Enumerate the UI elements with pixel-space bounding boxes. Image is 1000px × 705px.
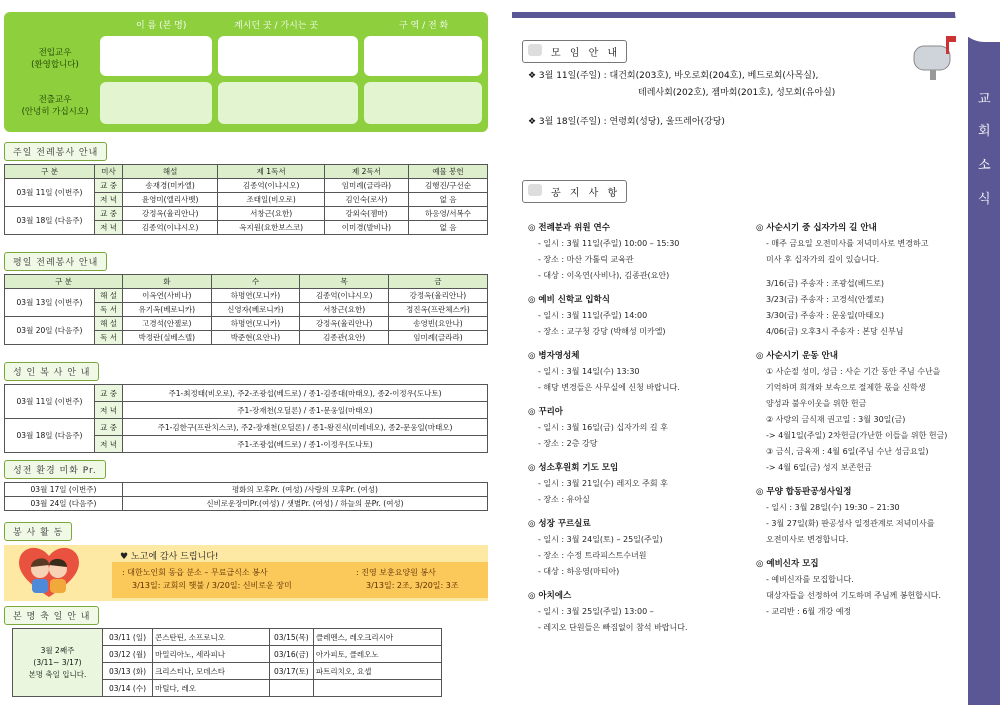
patron-names: 클레멘스, 레오크리시아 [313,629,441,646]
altar-title: 성 인 복 사 안 내 [4,362,99,381]
right-page [512,12,1000,705]
patron-date: 03/13 (화) [103,663,153,680]
patron-label [13,629,103,697]
meeting-line-3: ❖ 3월 18일(주일) : 연령회(성당), 울뜨레아(강당) [528,117,725,127]
weekday-cell: 강정옥(율리안나) [300,317,389,331]
reg-out-place-cell[interactable] [218,82,358,124]
notice-heading: ◎ 성장 꾸르실료 [528,519,591,529]
sunday-mass: 교 중 [95,179,123,193]
notice-heading: ◎ 사순시기 운동 안내 [756,351,838,361]
altar-cell: 주1-조광섭(베드로) / 종1-이정우(도나토) [123,436,488,453]
altar-mass: 교 중 [95,419,123,436]
table-row [5,179,488,193]
patron-date: 03/14 (수) [103,680,153,697]
weekday-type: 독 서 [95,331,123,345]
notice-item: 3/30(금) 주송자 : 문웅일(마태오) [766,311,885,320]
sunday-cell: 옥지원(요한보스코) [218,221,325,235]
sunday-cell: 없 음 [409,221,488,235]
weekday-cell: 유기옥(베로니카) [123,303,212,317]
reg-row-out-label [10,94,100,118]
sunday-week: 03월 18일 (다음주) [5,207,95,235]
weekday-week: 03월 13일 (이번주) [5,289,95,317]
volunteer-left-title: : 대한노인회 동읍 분소 – 무료급식소 봉사 [122,568,268,577]
meeting-line-1: ❖ 3월 11일(주일) : 대건회(203호), 바오로회(204호), 베드로회(사목실), [528,71,819,81]
notice-item: - 매주 금요일 오전미사를 저녁미사로 변경하고 [766,239,929,248]
altar-mass: 저 녁 [95,436,123,453]
sunday-cell: 김종억(이냐시오) [218,179,325,193]
notice-item: -> 4월1일(주일) 2차헌금(가난한 이들을 위한 헌금) [766,431,948,440]
notice-item: - 일시 : 3월 14일(수) 13:30 [538,367,640,376]
altar-section [4,362,488,453]
patron-section [4,606,488,697]
notice-item: ② 사랑의 금식재 권고일 : 3월 30일(금) [766,415,906,424]
table-row [5,289,488,303]
notice-item: 3/23(금) 주송자 : 고경석(안젤로) [766,295,885,304]
meeting-line-2: 테레사회(202호), 젬마회(201호), 성모회(유아실) [638,88,836,98]
weekday-type: 해 설 [95,289,123,303]
sunday-h-c3: 제 2독서 [324,165,408,179]
notice-item: -> 4월 6일(금) 성지 보존헌금 [766,463,872,472]
weekday-type: 독 서 [95,303,123,317]
altar-mass: 교 중 [95,385,123,402]
weekday-cell: 신영자(베로니카) [211,303,300,317]
sunday-h-c2: 제 1독서 [218,165,325,179]
weekday-h-c2: 수 [211,275,300,289]
table-row [13,629,442,646]
volunteer-right-title: : 진영 보훈요양원 봉사 [356,568,436,577]
notice-item: - 일시 : 3월 11일(주일) 10:00 – 15:30 [538,239,680,248]
notice-item: 3/16(금) 주송자 : 조광섭(베드로) [766,279,885,288]
sunday-mass: 교 중 [95,207,123,221]
notice-heading: ◎ 사순시기 중 십자가의 길 안내 [756,223,877,233]
sunday-cell: 김인숙(로사) [324,193,408,207]
heart-couple-icon [14,541,84,601]
patron-names: 마밀리아노, 세라피나 [153,646,270,663]
reg-row-in-label [10,47,100,71]
sunday-cell: 없 음 [409,193,488,207]
weekday-cell: 박정란(실베스텔) [123,331,212,345]
notice-item: - 3월 27일(화) 판공성사 일정관계로 저녁미사를 [766,519,935,528]
notice-item: - 장소 : 2층 강당 [538,439,598,448]
welcome-title: 성전 환경 미화 Pr. [4,460,106,479]
reg-row-in-line1: 전입교우 [38,48,72,58]
sunday-header-row [5,165,488,179]
patron-names [313,680,441,697]
welcome-section [4,460,488,511]
notice-item: - 장소 : 유아실 [538,495,590,504]
sunday-mass: 저 녁 [95,193,123,207]
sunday-table [4,164,488,235]
patron-title: 본 명 축 일 안 내 [4,606,99,625]
altar-cell: 주1-최정태(비오로), 주2-조광섭(베드로) / 종1-김종대(마태오), 종2-이정우(도나토) [123,385,488,402]
notice-item: 기억하며 희개와 보속으로 절제한 몫을 신학생 [766,383,926,392]
notice-item: - 일시 : 3월 21일(수) 레지오 주회 후 [538,479,668,488]
weekday-cell: 김종억(이냐시오) [300,289,389,303]
welcome-cell: 신비로운장미Pr.(여성) / 샛별Pr. (여성) / 하늘의 문Pr. (여성) [123,497,488,511]
notice-item: - 교리반 : 6월 개강 예정 [766,607,852,616]
sunday-h-c1: 해설 [123,165,218,179]
notice-item: - 장소 : 수정 트라피스트수녀원 [538,551,647,560]
weekday-h-c4: 금 [388,275,487,289]
weekday-cell: 김종관(요안) [300,331,389,345]
reg-out-name-cell[interactable] [100,82,212,124]
sunday-cell: 하응영/서복수 [409,207,488,221]
notice-title-text: 공 지 사 항 [551,188,621,199]
weekday-h-c3: 목 [300,275,389,289]
weekday-h-week: 구 분 [5,275,123,289]
weekday-cell: 박준현(요안나) [211,331,300,345]
notice-item: ③ 금식, 금육재 : 4월 6일(주님 수난 성금요일) [766,447,929,456]
volunteer-box [4,545,488,601]
sunday-cell: 조태일(비오로) [218,193,325,207]
person-icon [528,184,542,196]
notice-item: ① 사순절 성미, 성금 : 사순 기간 동안 주님 수난을 [766,367,941,376]
weekday-cell: 서창근(요한) [300,303,389,317]
registration-box [4,12,488,132]
notice-right-column [756,220,966,620]
notice-item: - 장소 : 마산 가톨릭 교육관 [538,255,634,264]
weekday-cell: 이옥연(사비나) [123,289,212,303]
notice-item: - 장소 : 교구청 강당 (박해성 미카엘) [538,327,666,336]
side-band-curve [955,12,1000,42]
volunteer-left-detail: 3/13일: 교회의 햇불 / 3/20일: 신비로운 장미 [132,581,292,590]
reg-header-name: 이 름 (본 명) [136,21,187,31]
sunday-cell: 윤영미(엘리사벳) [123,193,218,207]
patron-date: 03/11 (일) [103,629,153,646]
notice-item: - 일시 : 3월 24일(토) – 25일(주일) [538,535,663,544]
notice-heading: ◎ 예비 신학교 입학식 [528,295,610,305]
weekday-title: 평일 전례봉사 안내 [4,252,107,271]
sunday-cell: 이미경(발비나) [324,221,408,235]
sunday-cell: 강정옥(율리안나) [123,207,218,221]
welcome-week: 03월 17일 (이번주) [5,483,123,497]
volunteer-left [122,566,292,592]
meeting-title-text: 모 임 안 내 [551,48,621,59]
reg-row-out-line2: (안녕히 가십시오) [21,107,89,117]
notice-item [756,268,966,276]
notice-left-column [528,220,748,636]
weekday-section [4,252,488,345]
weekday-cell: 하명연(모니카) [211,317,300,331]
reg-row-out-line1: 전출교우 [38,95,72,105]
weekday-cell: 고경석(안젤로) [123,317,212,331]
side-char-2: 회 [978,124,991,139]
notice-item: 대상자들을 선정하여 기도하며 주님께 봉헌합시다. [766,591,942,600]
sunday-h-c4: 예물 봉헌 [409,165,488,179]
welcome-week: 03월 24일 (다음주) [5,497,123,511]
weekday-h-c1: 화 [123,275,212,289]
weekday-type: 해 설 [95,317,123,331]
person-icon [528,44,542,56]
sunday-cell: 김종억(이냐시오) [123,221,218,235]
patron-names: 아가피토, 클레오노 [313,646,441,663]
weekday-cell: 정진옥(프란체스카) [388,303,487,317]
weekday-week: 03월 20일 (다음주) [5,317,95,345]
weekday-header-row [5,275,488,289]
weekday-cell: 강정옥(율리안나) [388,289,487,303]
patron-date: 03/16(금) [269,646,313,663]
sunday-cell: 김행진/구선순 [409,179,488,193]
patron-date: 03/17(토) [269,663,313,680]
notice-item: 오전미사로 변경합니다. [766,535,849,544]
meeting-list [528,68,835,131]
notice-item: - 예비신자를 모집합니다. [766,575,854,584]
notice-item: 미사 후 십자가의 길이 있습니다. [766,255,880,264]
welcome-table [4,482,488,511]
reg-header-zone: 구 역 / 전 화 [399,21,449,31]
volunteer-thanks: ♥ 노고에 감사 드립니다! [120,552,219,562]
notice-title [522,180,627,203]
side-band [968,12,1000,705]
notice-item: - 레지오 단원들은 빠짐없이 참석 바랍니다. [538,623,688,632]
notice-heading: ◎ 아치에스 [528,591,572,601]
notice-heading: ◎ 무양 합동판공성사일정 [756,487,852,497]
table-row [5,483,488,497]
notice-item: - 일시 : 3월 16일(금) 십자가의 길 후 [538,423,668,432]
patron-date: 03/12 (월) [103,646,153,663]
reg-in-name-cell[interactable] [100,36,212,76]
table-row [5,385,488,402]
altar-mass: 저 녁 [95,402,123,419]
sunday-h-week: 구 분 [5,165,95,179]
notice-heading: ◎ 예비신자 모집 [756,559,819,569]
altar-cell: 주1-김한구(프란치스코), 주2-장재천(오딜론) / 종1-왕진식(미레네오), 종2-문웅일(마태오) [123,419,488,436]
weekday-cell: 송영빈(요안나) [388,317,487,331]
notice-item: 4/06(금) 오후3시 주송자 : 본당 신부님 [766,327,904,336]
meeting-title [522,40,627,63]
sunday-week: 03월 11일 (이번주) [5,179,95,207]
reg-in-place-cell[interactable] [218,36,358,76]
left-page [4,12,492,693]
volunteer-title: 봉 사 활 동 [4,522,72,541]
notice-item: - 일시 : 3월 25일(주일) 13:00 – [538,607,654,616]
mailbox-icon [910,32,960,82]
reg-header-place: 계시던 곳 / 가시는 곳 [234,21,319,31]
patron-names: 콘스탄틴, 소프로니오 [153,629,270,646]
notice-item: - 대상 : 이옥연(사비나), 김종관(요안) [538,271,670,280]
notice-heading: ◎ 꾸리아 [528,407,564,417]
sunday-title: 주일 전례봉사 안내 [4,142,107,161]
notice-item: 양성과 불우이웃을 위한 헌금 [766,399,867,408]
sunday-cell: 임미례(글라라) [324,179,408,193]
weekday-table [4,274,488,345]
notice-heading: ◎ 병자영성체 [528,351,580,361]
reg-out-zone-cell[interactable] [364,82,482,124]
patron-label-line1: 3월 2째주 [40,645,75,655]
table-row [5,497,488,511]
volunteer-section [4,522,488,601]
altar-week: 03월 18일 (다음주) [5,419,95,453]
altar-table [4,384,488,453]
altar-cell: 주1-장재천(오딜론) / 종1-문웅일(마태오) [123,402,488,419]
notice-item: - 일시 : 3월 11일(주일) 14:00 [538,311,648,320]
patron-label-line3: 본명 축일 입니다. [28,669,87,679]
notice-item: - 일시 : 3월 28일(수) 19:30 – 21:30 [766,503,900,512]
welcome-cell: 평화의 모후Pr. (여성) /사랑의 모후Pr. (여성) [123,483,488,497]
sunday-mass: 저 녁 [95,221,123,235]
side-char-1: 교 [978,92,991,107]
sunday-section [4,142,488,235]
side-char-3: 소 [978,158,991,173]
altar-week: 03월 11일 (이번주) [5,385,95,419]
volunteer-right-detail: 3/13일: 2조, 3/20일: 3조 [366,581,459,590]
sunday-h-mass: 미사 [95,165,123,179]
sunday-cell: 강외숙(젬마) [324,207,408,221]
table-row [5,317,488,331]
notice-item: - 해당 변경들은 사무실에 신청 바랍니다. [538,383,680,392]
sunday-cell: 서창근(요한) [218,207,325,221]
reg-row-in-line2: (환영합니다) [31,60,79,70]
table-row [5,419,488,436]
patron-names: 파트리치오, 요셉 [313,663,441,680]
patron-label-line2: (3/11~ 3/17) [33,657,82,667]
patron-table [12,628,442,697]
weekday-cell: 하명연(모니카) [211,289,300,303]
patron-date [269,680,313,697]
table-row [5,207,488,221]
top-strip [512,12,1000,18]
reg-in-zone-cell[interactable] [364,36,482,76]
side-char-4: 식 [978,192,991,207]
weekday-cell: 임미례(글라라) [388,331,487,345]
notice-heading: ◎ 전례분과 위원 연수 [528,223,610,233]
volunteer-right [356,566,459,592]
sunday-cell: 송재경(미카엘) [123,179,218,193]
notice-heading: ◎ 성소후원회 기도 모임 [528,463,619,473]
patron-names: 마틸다, 레오 [153,680,270,697]
patron-date: 03/15(목) [269,629,313,646]
notice-item: - 대상 : 하응영(마티아) [538,567,620,576]
patron-names: 크리스티나, 모데스타 [153,663,270,680]
